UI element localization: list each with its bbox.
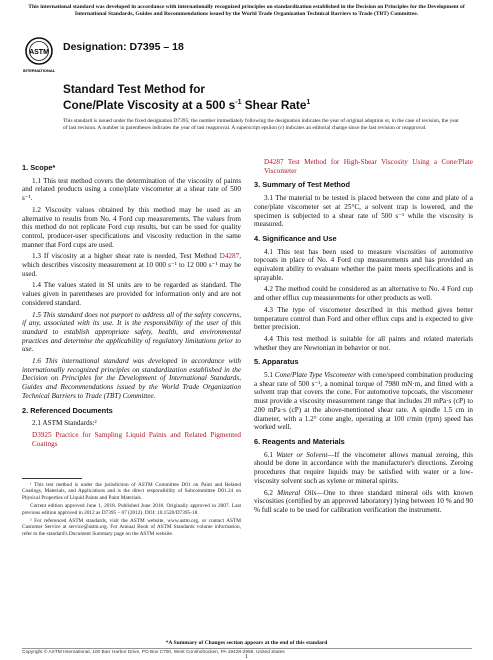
footnote-rule (22, 478, 82, 479)
wto-notice: This international standard was developed in accordance with internationally recognized principles on standardization established in the Decision on Principles for the Development of International Standards, Guides and Recommendations issued by the World Trade Organization Technical Barriers to Trade (TBT) Committee. (28, 4, 465, 17)
summary-of-changes-note: *A Summary of Changes section appears at the end of this standard (165, 640, 328, 646)
footnote-1b: Current edition approved June 1, 2018. Published June 2018. Originally approved in 2007. Last previous edition approved in 2012 as D7395 – 07 (2012). DOI: 10.1520/D7395-18. (22, 503, 241, 516)
paragraph-3-1: 3.1 The material to be tested is placed between the cone and plate of a cone/plate viscometer set at 25°C, a solvent trap is lowered, and the specimen is subjected to a shear rate of 500 s⁻¹ while the viscosity is measured. (254, 194, 473, 229)
paragraph-1-6: 1.6 This international standard was developed in accordance with internationally recognized principles on standardization established in the Decision on Principles for the Development of International Standards, Guides and Recommendations issued by the World Trade Organization Technical Barriers to Trade (TBT) Committee. (22, 357, 241, 400)
paragraph-4-3: 4.3 The type of viscometer described in this method gives better temperature control than Ford and other efflux cups and is expected to give better precision. (254, 305, 473, 332)
designation-note: This standard is issued under the fixed designation D7395; the number immediately following the designation indicates the year of original adoption or, in the case of revision, the year of last revision. A number in parentheses indicates the year of last reapproval. A superscript epsilon (ε) indicates an editorial change since the last revision or reapproval. (63, 118, 459, 131)
page-number: 1 (245, 654, 248, 660)
paragraph-6-2: 6.2 Mineral Oils—One to three standard mineral oils with known viscosities (certified by an approved laboratory) lying between 10 % and 90 % full scale to be used for calibration verification the instrument. (254, 488, 474, 514)
section-heading-reagents: 6. Reagents and Materials (254, 436, 345, 446)
paragraph-1-5: 1.5 This standard does not purport to address all of the safety concerns, if any, associated with its use. It is the responsibility of the user of this standard to establish appropriate safety, health, and environmental practices and determine the applicability of regulatory limitations prior to use. (22, 310, 241, 354)
footnotes (22, 482, 241, 539)
document-title: Standard Test Method for Cone/Plate Viscosity at a 500 $s^{-1}$ Shear Rate$^1$ (63, 82, 311, 112)
section-heading-referenced-documents: 2. Referenced Documents (22, 405, 113, 415)
footnote-2: ² For referenced ASTM standards, visit the ASTM website, www.astm.org, or contact ASTM Customer Service at service@astm.org. For Annual Book of ASTM Standards volume information, refer to the standard's Document Summary page on the ASTM website. (22, 518, 241, 537)
section-heading-apparatus: 5. Apparatus (254, 357, 299, 367)
paragraph-5-1: 5.1 Cone/Plate Type Viscometer with cone/speed combination producing a shear rate of 500 s⁻¹, a nominal torque of 7980 mN·m, and fitted with a solvent trap that covers the cone. For automotive topcoats, the viscometer must provide a viscosity measurement range that includes 20 mPa·s (cP) to 200 mPa·s (cP) at the above-mentioned shear rate. A spindle 1.5 cm in diameter, with a 1.2° cone angle, operating at 100 r/min (rpm) speed has worked well. (254, 371, 473, 432)
left-column (22, 158, 241, 451)
copyright-line: Copyright © ASTM International, 100 Barr Harbor Drive, PO Box C700, West Conshohocken, PA 19428-2959. United States (22, 648, 472, 655)
designation: Designation: D7395 – 18 (63, 41, 184, 53)
paragraph-1-2: 1.2 Viscosity values obtained by this method may be used as an alternative to results from No. 4 Ford cup measurements. The values from this method do not replicate Ford cup results, but can be used for quality control, producer-user specifications and viscosity reduction in the same manner that Ford cups are used. (22, 205, 241, 249)
section-heading-summary: 3. Summary of Test Method (254, 180, 350, 190)
paragraph-4-1: 4.1 This test has been used to measure viscosities of automotive topcoats in place of No. 4 Ford cup measurements and has provided an equivalent ability to evaluate whether the paint meets specifications and is sprayable. (254, 247, 473, 282)
paragraph-1-3: 1.3 If viscosity at a higher shear rate is needed, Test Method D4287, which describes viscosity measurement at 10 000 s⁻¹ to 12 000 s⁻¹ may be used. (22, 252, 241, 278)
section-heading-significance: 4. Significance and Use (254, 233, 337, 243)
astm-logo (22, 36, 56, 76)
paragraph-1-1: 1.1 This test method covers the determination of the viscosity of paints and related products using a cone/plate viscometer at a shear rate of 500 s⁻¹. (22, 176, 241, 203)
right-column (254, 158, 473, 518)
paragraph-4-4: 4.4 This test method is suitable for all paints and related materials whether they are Newtonian in behavior or not. (254, 334, 473, 352)
paragraph-1-4: 1.4 The values stated in SI units are to be regarded as standard. The values given in parentheses are provided for information only and are not considered standard. (22, 281, 241, 307)
paragraph-2-1: 2.1 ASTM Standards:² (32, 419, 97, 428)
ref-link-d4287[interactable]: D4287 (219, 252, 240, 261)
paragraph-6-1: 6.1 Water or Solvent—If the viscometer allows manual zeroing, this should be done in accordance with the manufacturer's directions. Zeroing procedures that require liquids may be satisfied with water or a low-viscosity solvent such as xylene or mineral spirits. (254, 450, 473, 485)
section-heading-scope: 1. Scope* (22, 163, 56, 172)
paragraph-4-2: 4.2 The method could be considered as an alternative to No. 4 Ford cup and other efflux cup measurements for other products as well. (254, 285, 473, 303)
reference-d4287[interactable]: D4287 Test Method for High-Shear Viscosity Using a Cone/Plate Viscometer (264, 158, 473, 175)
svg-text:ASTM: ASTM (29, 49, 49, 56)
svg-text:INTERNATIONAL: INTERNATIONAL (22, 68, 56, 73)
footnote-1: ¹ This test method is under the jurisdiction of ASTM Committee D01 on Paint and Related Coatings, Materials, and Applications and is the direct responsibility of Subcommittee D01.24 on Physical Properties of Liquid Paints and Paint Materials. (22, 482, 241, 501)
reference-d3925[interactable]: D3925 Practice for Sampling Liquid Paints and Related Pigmented Coatings (32, 430, 241, 448)
